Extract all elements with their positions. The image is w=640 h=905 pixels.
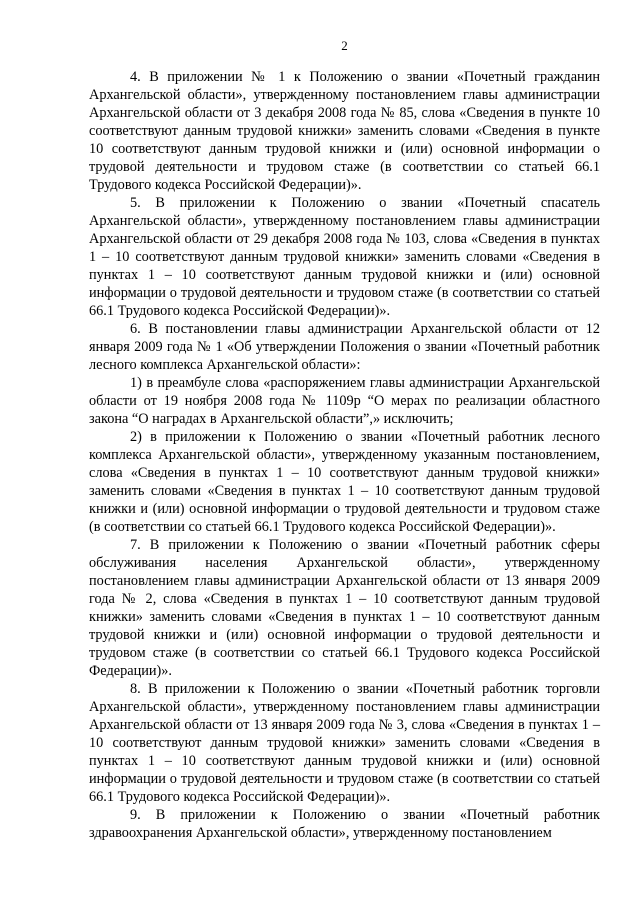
paragraph-item-7: 7. В приложении к Положению о звании «Почетный работник сферы обслуживания населения Архангельской области», утвержденному постановлением главы администрации Архангельской области от 13 января 2009 года № 2, слова «Сведения в пунктах 1 – 10 соответствуют данным трудовой книжки» заменить словами «Сведения в пунктах 1 – 10 соответствуют данным трудовой книжки и (или) основной информации о трудовой деятельности и трудовом стаже (в соответствии со статьей 66.1 Трудового кодекса Российской Федерации)». [89, 537, 600, 679]
paragraph-item-8: 8. В приложении к Положению о звании «Почетный работник торговли Архангельской области», утвержденному постановлением главы администрации Архангельской области от 13 января 2009 года № 3, слова «Сведения в пунктах 1 – 10 соответствуют данным трудовой книжки» заменить словами «Сведения в пунктах 1 – 10 соответствуют данным трудовой книжки и (или) основной информации о трудовой деятельности и трудовом стаже (в соответствии со статьей 66.1 Трудового кодекса Российской Федерации)». [89, 681, 600, 805]
paragraph-item-9: 9. В приложении к Положению о звании «Почетный работник здравоохранения Архангельской области», утвержденному постановлением [89, 807, 600, 841]
paragraph-item-4: 4. В приложении № 1 к Положению о звании «Почетный гражданин Архангельской области», утвержденному постановлением главы администрации Архангельской области от 3 декабря 2008 года № 85, слова «Сведения в пункте 10 соответствуют данным трудовой книжки» заменить словами «Сведения в пункте 10 соответствуют данным трудовой книжки и (или) основной информации о трудовой деятельности и трудовом стаже (в соответствии со статьей 66.1 Трудового кодекса Российской Федерации)». [89, 69, 600, 193]
page-number: 2 [341, 38, 348, 53]
paragraph-item-5: 5. В приложении к Положению о звании «Почетный спасатель Архангельской области», утвержденному постановлением главы администрации Архангельской области от 29 декабря 2008 года № 103, слова «Сведения в пунктах 1 – 10 соответствуют данным трудовой книжки» заменить словами «Сведения в пунктах 1 – 10 соответствуют данным трудовой книжки и (или) основной информации о трудовой деятельности и трудовом стаже (в соответствии со статьей 66.1 Трудового кодекса Российской Федерации)». [89, 195, 600, 319]
paragraph-subitem-6-1: 1) в преамбуле слова «распоряжением главы администрации Архангельской области от 19 ноября 2008 года № 1109р “О мерах по реализации областного закона “О наградах в Архангельской области”,» исключить; [89, 375, 600, 427]
paragraph-item-6: 6. В постановлении главы администрации Архангельской области от 12 января 2009 года № 1 «Об утверждении Положения о звании «Почетный работник лесного комплекса Архангельской области»: [89, 321, 600, 373]
paragraph-subitem-6-2: 2) в приложении к Положению о звании «Почетный работник лесного комплекса Архангельской области», утвержденному указанным постановлением, слова «Сведения в пунктах 1 – 10 соответствуют данным трудовой книжки» заменить словами «Сведения в пунктах 1 – 10 соответствуют данным трудовой книжки и (или) основной информации о трудовой деятельности и трудовом стаже (в соответствии со статьей 66.1 Трудового кодекса Российской Федерации)». [89, 429, 600, 535]
